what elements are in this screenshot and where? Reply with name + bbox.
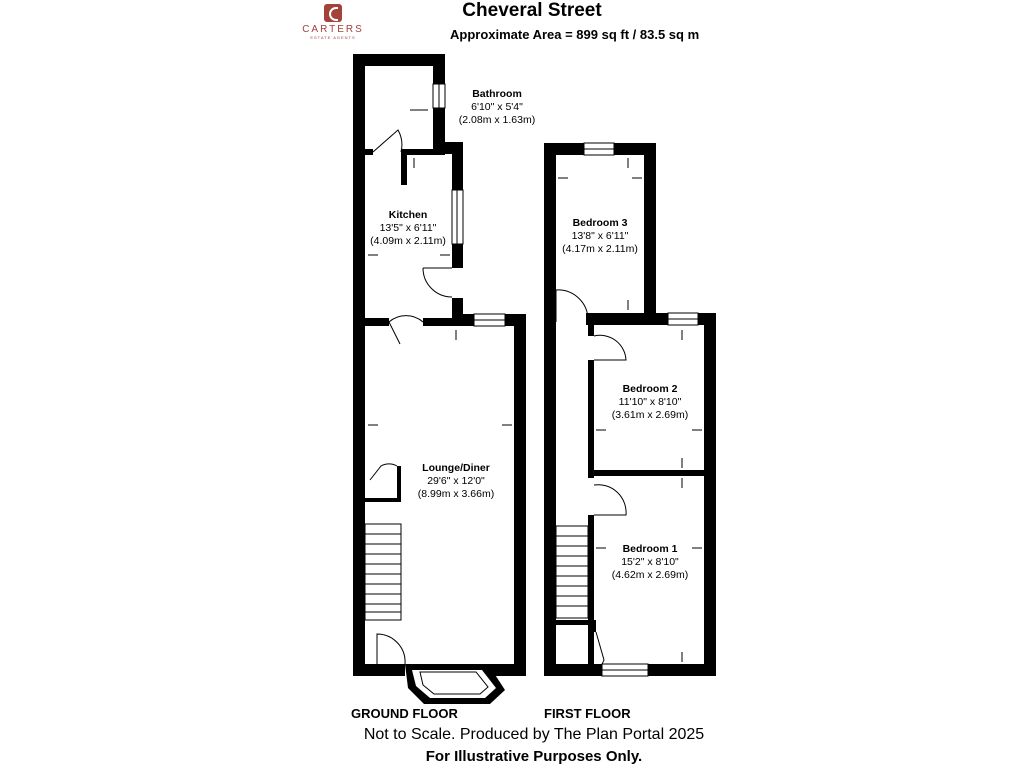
room-name: Kitchen (388, 209, 428, 221)
bedroom-2-label (598, 383, 702, 422)
ground-floor-stairs (365, 524, 401, 620)
logo-name: CARTERS (302, 24, 364, 35)
bedroom-3-label (552, 217, 648, 256)
kitchen-label (360, 209, 456, 248)
room-name: Bedroom 1 (622, 543, 678, 555)
bedroom-1-label (598, 543, 702, 582)
scale-disclaimer: Not to Scale. Produced by The Plan Portal 2025 (363, 726, 705, 743)
room-imperial: 6'10" x 5'4" (471, 101, 523, 113)
windows (433, 84, 698, 676)
lounge-diner-label (404, 462, 508, 501)
room-metric: (4.62m x 2.69m) (611, 569, 689, 581)
bay-window (405, 664, 505, 704)
first-floor-label: FIRST FLOOR (544, 706, 631, 721)
approximate-area: Approximate Area = 899 sq ft / 83.5 sq m (450, 27, 700, 42)
room-metric: (3.61m x 2.69m) (611, 409, 689, 421)
first-floor-stairs (556, 526, 588, 618)
room-name: Bedroom 3 (572, 217, 628, 229)
illustrative-disclaimer: For Illustrative Purposes Only. (425, 748, 643, 765)
room-imperial: 29'6" x 12'0" (427, 475, 485, 487)
room-imperial: 13'8" x 6'11" (571, 230, 629, 242)
room-name: Bedroom 2 (622, 383, 678, 395)
room-name: Lounge/Diner (422, 462, 490, 474)
room-metric: (4.09m x 2.11m) (370, 235, 446, 247)
room-metric: (8.99m x 3.66m) (417, 488, 495, 500)
logo-subtitle: ESTATE AGENTS (310, 35, 356, 40)
bathroom-label (444, 88, 550, 127)
room-metric: (4.17m x 2.11m) (562, 243, 638, 255)
room-imperial: 13'5" x 6'11" (379, 222, 437, 234)
room-imperial: 11'10" x 8'10" (618, 396, 682, 408)
room-name: Bathroom (472, 88, 522, 100)
room-imperial: 15'2" x 8'10" (621, 556, 679, 568)
room-metric: (2.08m x 1.63m) (458, 114, 536, 126)
ground-floor-label: GROUND FLOOR (351, 706, 458, 721)
page-title: Cheveral Street (462, 0, 602, 21)
